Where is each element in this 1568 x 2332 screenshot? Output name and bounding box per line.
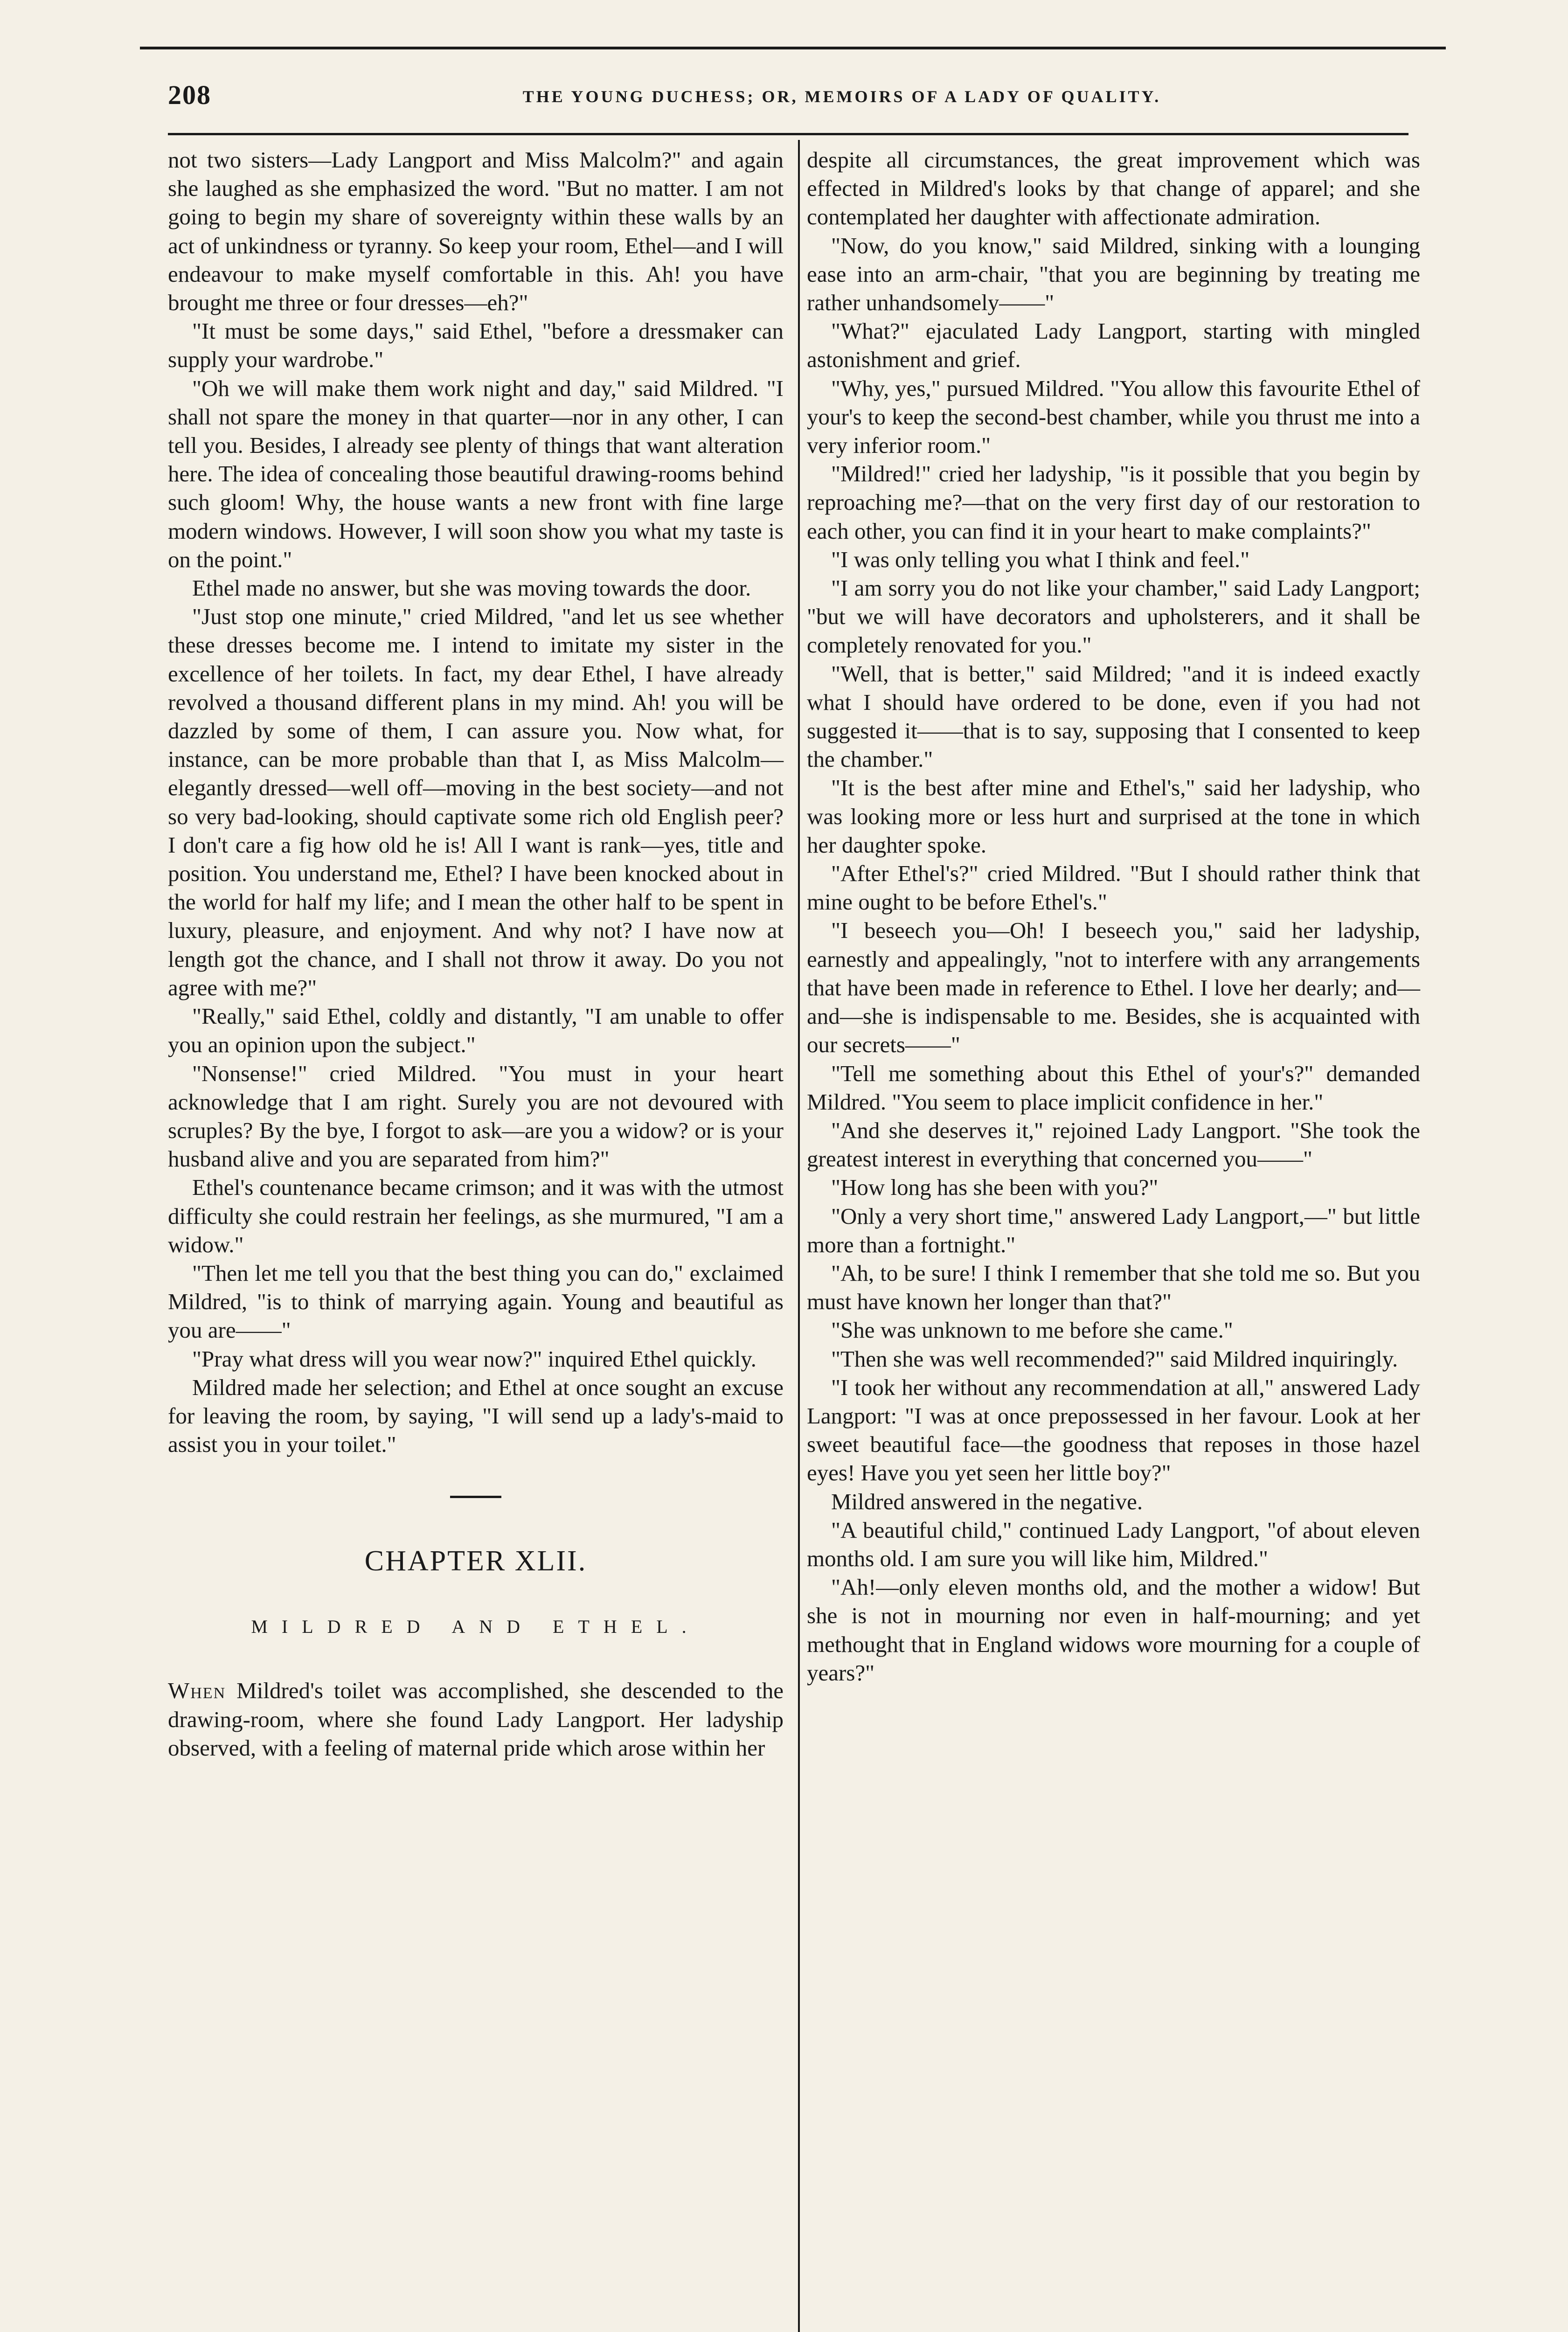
- opening-word: When: [168, 1678, 226, 1704]
- paragraph: "A beautiful child," continued Lady Langport, "of about eleven months old. I am sure you will like him, Mildred.": [807, 1517, 1420, 1571]
- paragraph: "She was unknown to me before she came.": [831, 1317, 1233, 1343]
- paragraph: "What?" ejaculated Lady Langport, starting with mingled astonishment and grief.: [807, 318, 1420, 373]
- paragraph: Ethel's countenance became crimson; and it was with the utmost difficulty she could restrain her feelings, as she murmured, "I am a widow.": [168, 1174, 784, 1257]
- opening-text: Mildred's toilet was accomplished, she descended to the drawing-room, where she found Lady Langport. Her ladyship observed, with a feeling of maternal pride which arose within her: [168, 1678, 784, 1761]
- column-divider: [798, 140, 800, 2332]
- paragraph: Mildred made her selection; and Ethel at once sought an excuse for leaving the room, by saying, "I will send up a lady's-maid to assist you in your toilet.": [168, 1374, 784, 1458]
- paragraph: "And she deserves it," rejoined Lady Langport. "She took the greatest interest in everything that concerned you——": [807, 1117, 1420, 1172]
- paragraph: "Then let me tell you that the best thing you can do," exclaimed Mildred, "is to think of marrying again. Young and beautiful as you are——": [168, 1260, 784, 1343]
- paragraph: "Just stop one minute," cried Mildred, "and let us see whether these dresses become me. I intend to imitate my sister in the excellence of her toilets. In fact, my dear Ethel, I have already revolved a thousand different plans in my mind. Ah! you will be dazzled by some of them, I can assure you. Now what, for instance, can be more probable than that I, as Miss Malcolm—elegantly dressed—well off—moving in the best society—and not so very bad-looking, should captivate some rich old English peer? I don't care a fig how old he is! All I want is rank—yes, title and position. You understand me, Ethel? I have been knocked about in the world for half my life; and I mean the other half to be spent in luxury, pleasure, and enjoyment. And why not? I have now at length got the chance, and I shall not throw it away. Do you not agree with me?": [168, 604, 784, 1000]
- paragraph: "Well, that is better," said Mildred; "and it is indeed exactly what I should have ordered to be done, even if you had not suggested it——that is to say, supposing that I consented to keep the chamber.": [807, 660, 1420, 772]
- chapter-opening-paragraph: [168, 1676, 784, 1762]
- paragraph: "Ah!—only eleven months old, and the mother a widow! But she is not in mourning nor even in half-mourning; and yet methought that in England widows wore mourning for a couple of years?": [807, 1574, 1420, 1686]
- paragraph: "I was only telling you what I think and feel.": [831, 546, 1250, 572]
- paragraph: Ethel made no answer, but she was moving towards the door.: [192, 575, 751, 601]
- paragraph: "Nonsense!" cried Mildred. "You must in your heart acknowledge that I am right. Surely you are not devoured with scruples? By the bye, I forgot to ask—are you a widow? or is your husband alive and you are separated from him?": [168, 1060, 784, 1172]
- left-column: [168, 146, 784, 1762]
- paragraph: Mildred answered in the negative.: [831, 1488, 1143, 1514]
- paragraph: "Really," said Ethel, coldly and distantly, "I am unable to offer you an opinion upon the subject.": [168, 1003, 784, 1058]
- paragraph: "Tell me something about this Ethel of your's?" demanded Mildred. "You seem to place implicit confidence in her.": [807, 1060, 1420, 1115]
- paragraph: "Only a very short time," answered Lady Langport,—" but little more than a fortnight.": [807, 1203, 1420, 1257]
- paragraph: not two sisters—Lady Langport and Miss Malcolm?" and again she laughed as she emphasized the word. "But no matter. I am not going to begin my share of sovereignty within these walls by an act of unkindness or tyranny. So keep your room, Ethel—and I will endeavour to make myself comfortable in this. Ah! you have brought me three or four dresses—eh?": [168, 147, 784, 316]
- page-header: [168, 75, 1408, 126]
- paragraph: "Pray what dress will you wear now?" inquired Ethel quickly.: [192, 1346, 756, 1372]
- chapter-subtitle: MILDRED AND ETHEL.: [251, 1616, 701, 1638]
- chapter-separator-rule: [450, 1496, 501, 1498]
- page-number: 208: [168, 80, 211, 110]
- paragraph: "Mildred!" cried her ladyship, "is it possible that you begin by reproaching me?—that on the very first day of our restoration to each other, you can find it in your heart to make complaints?": [807, 461, 1420, 544]
- paragraph: "Then she was well recommended?" said Mildred inquiringly.: [831, 1346, 1398, 1372]
- paragraph: "I am sorry you do not like your chamber," said Lady Langport; "but we will have decorators and upholsterers, and it shall be completely renovated for you.": [807, 575, 1420, 658]
- paragraph: "I took her without any recommendation at all," answered Lady Langport: "I was at once prepossessed in her favour. Look at her sweet beautiful face—the goodness that reposes in those hazel eyes! Have you yet seen her little boy?": [807, 1374, 1420, 1486]
- paragraph: despite all circumstances, the great improvement which was effected in Mildred's looks by that change of apparel; and she contemplated her daughter with affectionate admiration.: [807, 147, 1420, 230]
- header-rule: [168, 133, 1408, 135]
- paragraph: "How long has she been with you?": [831, 1174, 1159, 1201]
- paragraph: "Now, do you know," said Mildred, sinking with a lounging ease into an arm-chair, "that you are beginning by treating me rather unhandsomely——": [807, 232, 1420, 316]
- chapter-title: CHAPTER XLII.: [364, 1545, 587, 1577]
- paragraph: "It must be some days," said Ethel, "before a dressmaker can supply your wardrobe.": [168, 318, 784, 373]
- running-title: THE YOUNG DUCHESS; OR, MEMOIRS OF A LADY OF QUALITY.: [522, 87, 1161, 106]
- paragraph: "Why, yes," pursued Mildred. "You allow this favourite Ethel of your's to keep the second-best chamber, while you thrust me into a very inferior room.": [807, 375, 1420, 458]
- right-column: [807, 146, 1420, 1687]
- paragraph: "It is the best after mine and Ethel's," said her ladyship, who was looking more or less hurt and surprised at the tone in which her daughter spoke.: [807, 775, 1420, 858]
- paragraph: "Ah, to be sure! I think I remember that she told me so. But you must have known her longer than that?": [807, 1260, 1420, 1315]
- top-rule: [140, 47, 1446, 49]
- paragraph: "Oh we will make them work night and day," said Mildred. "I shall not spare the money in that quarter—nor in any other, I can tell you. Besides, I already see plenty of things that want alteration here. The idea of concealing those beautiful drawing-rooms behind such gloom! Why, the house wants a new front with fine large modern windows. However, I will soon show you what my taste is on the point.": [168, 375, 784, 572]
- paragraph: "After Ethel's?" cried Mildred. "But I should rather think that mine ought to be before Ethel's.": [807, 861, 1420, 915]
- paragraph: "I beseech you—Oh! I beseech you," said her ladyship, earnestly and appealingly, "not to interfere with any arrangements that have been made in reference to Ethel. I love her dearly; and—and—she is indispensable to me. Besides, she is acquainted with our secrets——": [807, 917, 1420, 1058]
